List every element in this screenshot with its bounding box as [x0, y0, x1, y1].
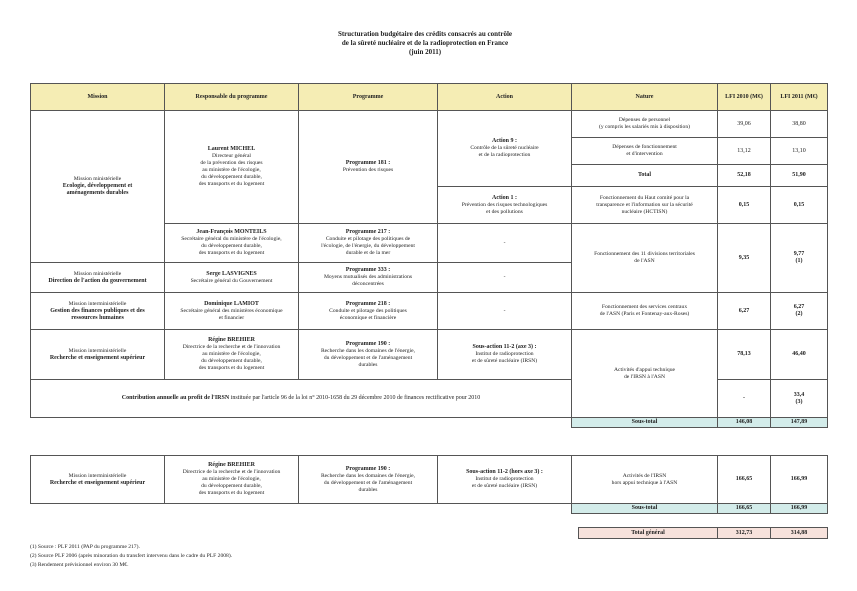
programme-desc: l'écologie, de l'énergie, du développement — [321, 243, 415, 249]
subtotal-row — [31, 418, 828, 428]
mission-name: Recherche et enseignement supérieur — [49, 354, 146, 361]
action-title: Action 1 : — [492, 194, 517, 201]
value-2011: 13,10 — [771, 138, 828, 165]
value-2011: 46,40 — [771, 330, 828, 380]
responsable-brehier — [165, 330, 299, 380]
value-2011: 166,99 — [771, 456, 828, 504]
value-2011-cell — [771, 293, 828, 330]
nature-text: Activités de l'IRSN — [622, 472, 667, 479]
action-none: - — [438, 263, 572, 293]
responsable-role: du développement durable, — [201, 358, 262, 364]
action-desc: Contrôle de la sûreté nucléaire — [470, 145, 539, 151]
nature-text: hors appui technique à l'ASN — [611, 479, 678, 486]
value-2011: 166,99 — [771, 504, 828, 514]
header-lfi2011: LFI 2011 (M€) — [771, 84, 828, 111]
action-desc: et de la radioprotection — [478, 152, 531, 158]
subtotal-label: Sous-total — [572, 418, 718, 428]
value-2010: 146,08 — [718, 418, 771, 428]
header-responsable: Responsable du programme — [165, 84, 299, 111]
responsable-role: Directeur général — [212, 153, 251, 159]
value-2011: 314,88 — [771, 528, 828, 539]
programme-desc: durables — [358, 361, 378, 368]
programme-desc: Prévention des risques — [342, 167, 394, 173]
table-row — [31, 456, 828, 504]
value-2011: 147,89 — [771, 418, 828, 428]
nature-text: Fonctionnement du Haut comité pour la — [599, 194, 690, 201]
responsable-role: au ministère de l'écologie, — [202, 476, 261, 482]
responsable-role: et financier — [218, 314, 245, 321]
value-2011: 33,4 — [793, 391, 805, 398]
action-desc: et de sûreté nucléaire (IRSN) — [471, 483, 538, 489]
value-2010: 9,35 — [718, 224, 771, 293]
value-2011-cell — [771, 380, 828, 418]
mission-type: Mission ministérielle — [73, 270, 122, 277]
action-none: - — [438, 224, 572, 263]
nature-appui-technique — [572, 330, 718, 418]
programme-title: Programme 181 : — [345, 160, 391, 166]
value-2010: 6,27 — [718, 293, 771, 330]
table-row — [31, 111, 828, 138]
mission-name: Recherche et enseignement supérieur — [49, 479, 146, 486]
total-label: Total — [572, 165, 718, 187]
responsable-name: Dominique LAMIOT — [204, 300, 259, 307]
value-2010: 0,15 — [718, 187, 771, 224]
header-action: Action — [438, 84, 572, 111]
footnote-ref: (3) — [795, 398, 803, 405]
mission-finances — [31, 293, 165, 330]
sous-action-hors-axe3 — [438, 456, 572, 504]
responsable-monteils — [165, 224, 299, 263]
responsable-brehier — [165, 456, 299, 504]
header-mission: Mission — [31, 84, 165, 111]
spacer — [31, 504, 572, 514]
subtotal-row — [31, 504, 828, 514]
programme-181 — [299, 111, 438, 224]
responsable-michel — [165, 111, 299, 224]
mission-recherche — [31, 456, 165, 504]
mission-name: Ecologie, développement et — [62, 183, 133, 189]
sous-action-axe3 — [438, 330, 572, 380]
value-2011: 9,77 — [793, 251, 805, 257]
footnotes — [30, 543, 232, 570]
nature-personnel — [572, 111, 718, 138]
programme-title: Programme 218 : — [345, 300, 391, 307]
responsable-role: du développement durable, — [201, 174, 262, 180]
responsable-name: Laurent MICHEL — [207, 146, 256, 152]
mission-type: Mission ministérielle — [73, 176, 122, 182]
responsable-role: des transports et du logement — [198, 365, 265, 371]
budget-table-2 — [30, 455, 828, 514]
mission-name-cont: ressources humaines — [71, 314, 124, 321]
nature-text: transparence et l'information sur la sécurité — [596, 201, 693, 208]
value-2011: 6,27 — [793, 304, 805, 310]
programme-190 — [299, 330, 438, 380]
value-2010: 52,18 — [718, 165, 771, 187]
responsable-role: Directrice de la recherche et de l'innovation — [182, 344, 281, 350]
nature-text: Activités d'appui technique — [614, 366, 675, 373]
mission-name: Gestion des finances publiques et des — [50, 307, 145, 314]
value-2010: 78,13 — [718, 330, 771, 380]
responsable-name: Jean-François MONTEILS — [196, 229, 267, 235]
value-2011: 38,80 — [771, 111, 828, 138]
nature-text: et d'intervention — [626, 151, 663, 157]
mission-gouvernement — [31, 263, 165, 293]
table-row — [31, 330, 828, 380]
programme-218 — [299, 293, 438, 330]
contribution-desc: instituée par l'article 96 de la loi n° 2010-1658 du 29 décembre 2010 de finances rectificative pour 2010 — [229, 395, 481, 401]
responsable-role: Secrétaire général des ministères économique — [180, 307, 283, 314]
action-none: - — [438, 293, 572, 330]
mission-type: Mission interministérielle — [68, 347, 127, 354]
programme-desc: durables — [358, 486, 378, 493]
spacer — [31, 418, 572, 428]
footnote-ref: (1) — [795, 258, 803, 264]
responsable-role: des transports et du logement — [198, 250, 265, 256]
header-lfi2010: LFI 2010 (M€) — [718, 84, 771, 111]
responsable-role: du développement durable, — [201, 243, 262, 249]
mission-type: Mission interministérielle — [68, 300, 127, 307]
responsable-role: Secrétaire général du ministère de l'écologie, — [181, 236, 282, 242]
footnote-2: (2) Source PLF 2006 (après minoration du transfert intervenu dans le cadre du PLF 2008). — [30, 553, 233, 559]
value-2010: 13,12 — [718, 138, 771, 165]
responsable-lasvignes — [165, 263, 299, 293]
title-line-3: (juin 2011) — [408, 48, 442, 56]
nature-hctisn — [572, 187, 718, 224]
mission-recherche — [31, 330, 165, 380]
value-2010: 166,65 — [718, 456, 771, 504]
programme-desc: durable et de la mer — [345, 250, 391, 256]
document-title — [300, 30, 550, 57]
nature-text: de l'ASN — [634, 258, 655, 264]
nature-text: de l'IRSN à l'ASN — [623, 373, 666, 380]
programme-desc: du développement et de l'aménagement — [323, 479, 413, 486]
responsable-role: au ministère de l'écologie, — [202, 167, 261, 173]
responsable-lamiot — [165, 293, 299, 330]
programme-title: Programme 190 : — [345, 340, 391, 347]
nature-text: (y compris les salariés mis à disposition) — [598, 124, 691, 130]
programme-desc: Recherche dans les domaines de l'énergie, — [320, 347, 416, 354]
header-nature: Nature — [572, 84, 718, 111]
responsable-role: Directrice de la recherche et de l'innovation — [182, 469, 281, 475]
programme-217 — [299, 224, 438, 263]
header-programme: Programme — [299, 84, 438, 111]
programme-desc: du développement et de l'aménagement — [323, 354, 413, 361]
nature-divisions — [572, 224, 718, 293]
grand-total-row — [579, 528, 828, 539]
grand-total-label: Total général — [579, 528, 718, 539]
responsable-name: Régine BREHIER — [208, 462, 255, 468]
value-2010: 312,73 — [718, 528, 771, 539]
action-title: Action 9 : — [492, 138, 517, 144]
action-desc: et de sûreté nucléaire (IRSN) — [471, 358, 538, 364]
programme-desc: économique et financière — [339, 314, 397, 321]
action-desc: Prévention des risques technologiques — [461, 201, 548, 208]
value-2010: 39,06 — [718, 111, 771, 138]
action-desc: Institut de radioprotection — [475, 476, 534, 482]
grand-total-table — [578, 527, 828, 539]
value-2010: 166,65 — [718, 504, 771, 514]
budget-table — [30, 83, 828, 428]
programme-title: Programme 190 : — [345, 465, 391, 472]
action-1 — [438, 187, 572, 224]
value-2011: 0,15 — [771, 187, 828, 224]
footnote-ref: (2) — [795, 311, 803, 317]
footnote-1: (1) Source : PLF 2011 (PAP du programme 217). — [30, 544, 140, 550]
programme-desc: Recherche dans les domaines de l'énergie, — [320, 472, 416, 479]
mission-type: Mission interministérielle — [68, 472, 127, 479]
mission-name: Direction de l'action du gouvernement — [48, 277, 147, 284]
mission-name-cont: aménagements durables — [66, 190, 129, 196]
action-desc: Institut de radioprotection — [475, 351, 534, 357]
responsable-name: Régine BREHIER — [208, 337, 255, 343]
responsable-name: Serge LASVIGNES — [206, 270, 257, 277]
nature-text: Dépenses de fonctionnement — [612, 144, 677, 150]
programme-title: Programme 333 : — [345, 267, 391, 273]
action-title: Sous-action 11-2 (axe 3) : — [472, 344, 537, 350]
subtotal-label: Sous-total — [572, 504, 718, 514]
nature-services-centraux — [572, 293, 718, 330]
programme-190 — [299, 456, 438, 504]
header-row — [31, 84, 828, 111]
programme-title: Programme 217 : — [345, 229, 391, 235]
value-2011: 51,90 — [771, 165, 828, 187]
table-row — [31, 293, 828, 330]
action-9 — [438, 111, 572, 187]
nature-text: Fonctionnement des services centraux — [601, 304, 688, 310]
footnote-3: (3) Rendement prévisionnel environ 30 M€. — [30, 562, 129, 568]
nature-text: Dépenses de personnel — [618, 117, 671, 123]
programme-desc: déconcentrées — [352, 281, 384, 287]
value-2010: - — [718, 380, 771, 418]
responsable-role: au ministère de l'écologie, — [202, 351, 261, 357]
action-desc: et des pollutions — [486, 208, 523, 215]
contribution-title: Contribution annuelle au profit de l'IRSN — [121, 395, 230, 401]
title-line-2: de la sûreté nucléaire et de la radioprotection en France — [341, 39, 509, 47]
nature-text: Fonctionnement des 11 divisions territoriales — [594, 251, 695, 257]
title-line-1: Structuration budgétaire des crédits consacrés au contrôle — [337, 30, 513, 38]
responsable-role: de la prévention des risques — [200, 160, 263, 166]
action-title: Sous-action 11-2 (hors axe 3) : — [466, 469, 543, 475]
programme-desc: Moyens mutualisés des administrations — [323, 274, 413, 280]
programme-desc: Conduite et pilotage des politiques de — [325, 236, 411, 242]
responsable-role: Secrétaire général du Gouvernement — [190, 277, 273, 284]
nature-hors-appui — [572, 456, 718, 504]
contribution-irsn — [31, 380, 572, 418]
nature-text: de l'ASN (Paris et Fontenay-aux-Roses) — [599, 311, 690, 317]
programme-333 — [299, 263, 438, 293]
value-2011-cell — [771, 224, 828, 293]
responsable-role: des transports et du logement — [198, 181, 265, 187]
responsable-role: des transports et du logement — [198, 490, 265, 496]
mission-ecologie — [31, 111, 165, 263]
programme-desc: Conduite et pilotage des politiques — [329, 307, 407, 314]
responsable-role: du développement durable, — [201, 483, 262, 489]
nature-text: nucléaire (HCTISN) — [621, 208, 668, 215]
nature-fonctionnement — [572, 138, 718, 165]
